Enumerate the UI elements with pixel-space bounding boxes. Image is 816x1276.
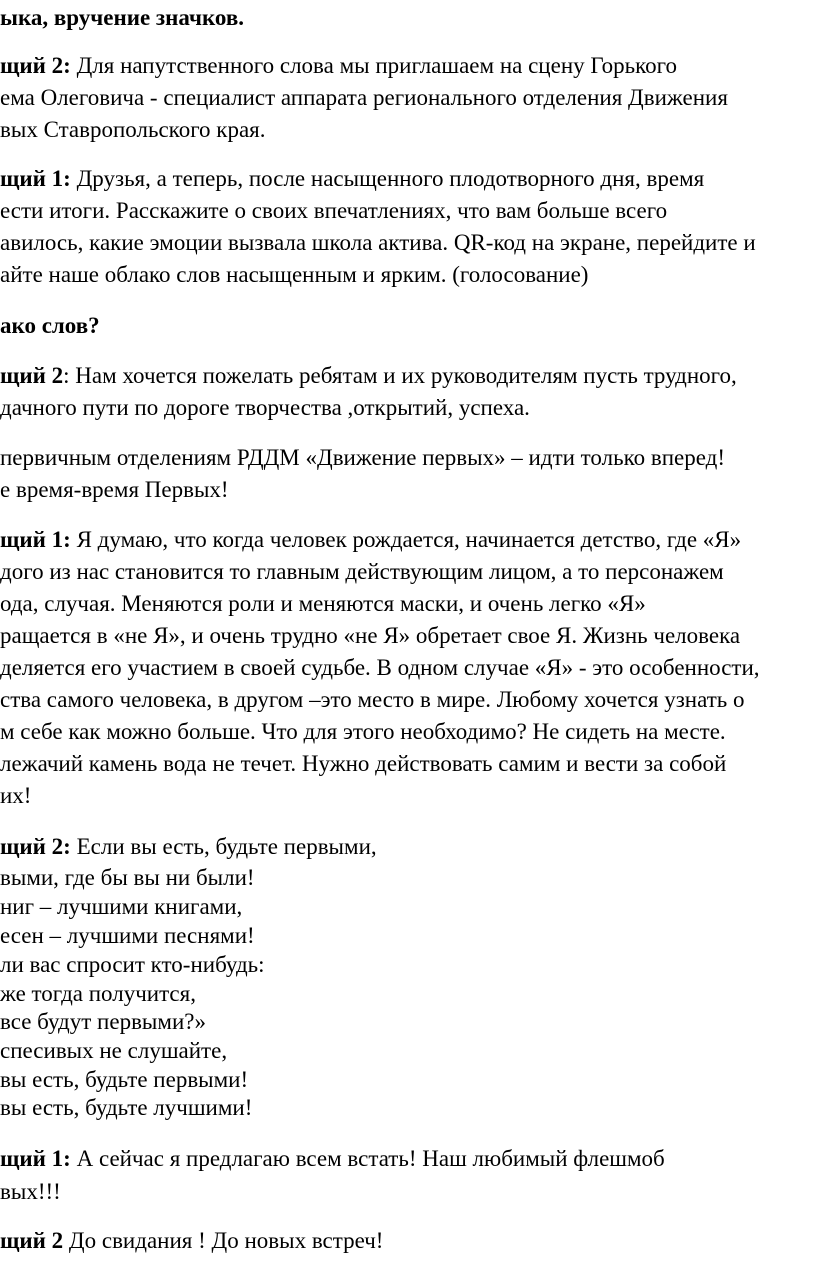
line-text: м себе как можно больше. Что для этого необходимо? Не сидеть на месте.: [0, 719, 726, 744]
doc-line: [0, 476, 229, 504]
line-text: ести итоги. Расскажите о своих впечатлениях, что вам больше всего: [0, 198, 668, 223]
line-text: дачного пути по дороге творчества ,открытий, успеха.: [0, 395, 530, 420]
line-text: ода, случая. Меняются роли и меняются маски, и очень легко «Я»: [0, 591, 646, 616]
doc-line: [0, 1008, 206, 1036]
line-text: До свидания ! До новых встреч!: [63, 1228, 384, 1253]
doc-line: [0, 526, 741, 554]
doc-line: [0, 1037, 227, 1065]
line-text: Я думаю, что когда человек рождается, начинается детство, где «Я»: [70, 527, 742, 552]
line-text: первичным отделениям РДДМ «Движение первых» – идти только вперед!: [0, 445, 725, 470]
line-text: спесивых не слушайте,: [0, 1038, 228, 1063]
doc-line: [0, 558, 724, 586]
line-bold-lead: щий 2: [0, 363, 64, 388]
doc-line: [0, 686, 745, 714]
line-text: ли вас спросит кто-нибудь:: [0, 952, 265, 977]
doc-line: [0, 980, 196, 1008]
doc-line: [0, 1094, 252, 1122]
doc-line: [0, 1178, 61, 1206]
doc-line: [0, 52, 677, 80]
line-bold-lead: щий 2:: [0, 834, 71, 859]
line-text: ства самого человека, в другом –это место в мире. Любому хочется узнать о: [0, 687, 745, 712]
line-text: ема Олеговича - специалист аппарата регионального отделения Движения: [0, 85, 728, 110]
line-text: ниг – лучшими книгами,: [0, 894, 243, 919]
line-text: : Нам хочется пожелать ребятам и их руководителям пусть трудного,: [63, 363, 737, 388]
doc-line: [0, 864, 255, 892]
line-text: е время-время Первых!: [0, 477, 229, 502]
doc-line: [0, 362, 737, 390]
line-text: А сейчас я предлагаю всем встать! Наш любимый флешмоб: [70, 1146, 665, 1171]
doc-line: [0, 116, 266, 144]
line-text: их!: [0, 783, 32, 808]
doc-line: [0, 1066, 248, 1094]
line-bold-lead: ако слов?: [0, 313, 100, 338]
line-text: деляется его участием в своей судьбе. В одном случае «Я» - это особенности,: [0, 655, 760, 680]
line-bold-lead: щий 2:: [0, 53, 71, 78]
line-text: вы есть, будьте первыми!: [0, 1067, 249, 1092]
doc-line: [0, 782, 31, 810]
doc-line: [0, 444, 725, 472]
doc-line: [0, 718, 726, 746]
doc-line: [0, 165, 704, 193]
line-text: Друзья, а теперь, после насыщенного плодотворного дня, время: [70, 166, 705, 191]
line-bold-lead: щий 1:: [0, 166, 71, 191]
line-text: Для напутственного слова мы приглашаем на сцену Горького: [70, 53, 678, 78]
doc-line: [0, 197, 667, 225]
line-text: Если вы есть, будьте первыми,: [70, 834, 377, 859]
doc-line: [0, 622, 740, 650]
line-bold-lead: щий 1:: [0, 527, 71, 552]
line-text: ращается в «не Я», и очень трудно «не Я» обретает свое Я. Жизнь человека: [0, 623, 741, 648]
doc-line: [0, 84, 728, 112]
line-text: выми, где бы вы ни были!: [0, 865, 255, 890]
line-text: вы есть, будьте лучшими!: [0, 1095, 253, 1120]
line-text: есен – лучшими песнями!: [0, 923, 255, 948]
doc-line: [0, 4, 244, 32]
line-text: все будут первыми?»: [0, 1009, 206, 1034]
doc-line: [0, 654, 760, 682]
doc-line: [0, 261, 588, 289]
doc-line: [0, 750, 726, 778]
line-bold-lead: ыка, вручение значков.: [0, 5, 245, 30]
doc-line: [0, 229, 756, 257]
doc-line: [0, 951, 265, 979]
line-text: айте наше облако слов насыщенным и ярким. (голосование): [0, 262, 589, 287]
doc-line: [0, 893, 242, 921]
doc-line: [0, 1145, 665, 1173]
doc-line: [0, 833, 377, 861]
doc-line: [0, 590, 646, 618]
line-bold-lead: щий 1:: [0, 1146, 71, 1171]
line-text: вых!!!: [0, 1179, 61, 1204]
line-text: лежачий камень вода не течет. Нужно действовать самим и вести за собой: [0, 751, 727, 776]
line-bold-lead: щий 2: [0, 1228, 64, 1253]
line-text: же тогда получится,: [0, 981, 196, 1006]
line-text: дого из нас становится то главным действующим лицом, а то персонажем: [0, 559, 724, 584]
doc-line: [0, 1227, 383, 1255]
doc-line: [0, 922, 255, 950]
line-text: авилось, какие эмоции вызвала школа актива. QR-код на экране, перейдите и: [0, 230, 756, 255]
line-text: вых Ставропольского края.: [0, 117, 266, 142]
doc-line: [0, 312, 100, 340]
doc-line: [0, 394, 530, 422]
